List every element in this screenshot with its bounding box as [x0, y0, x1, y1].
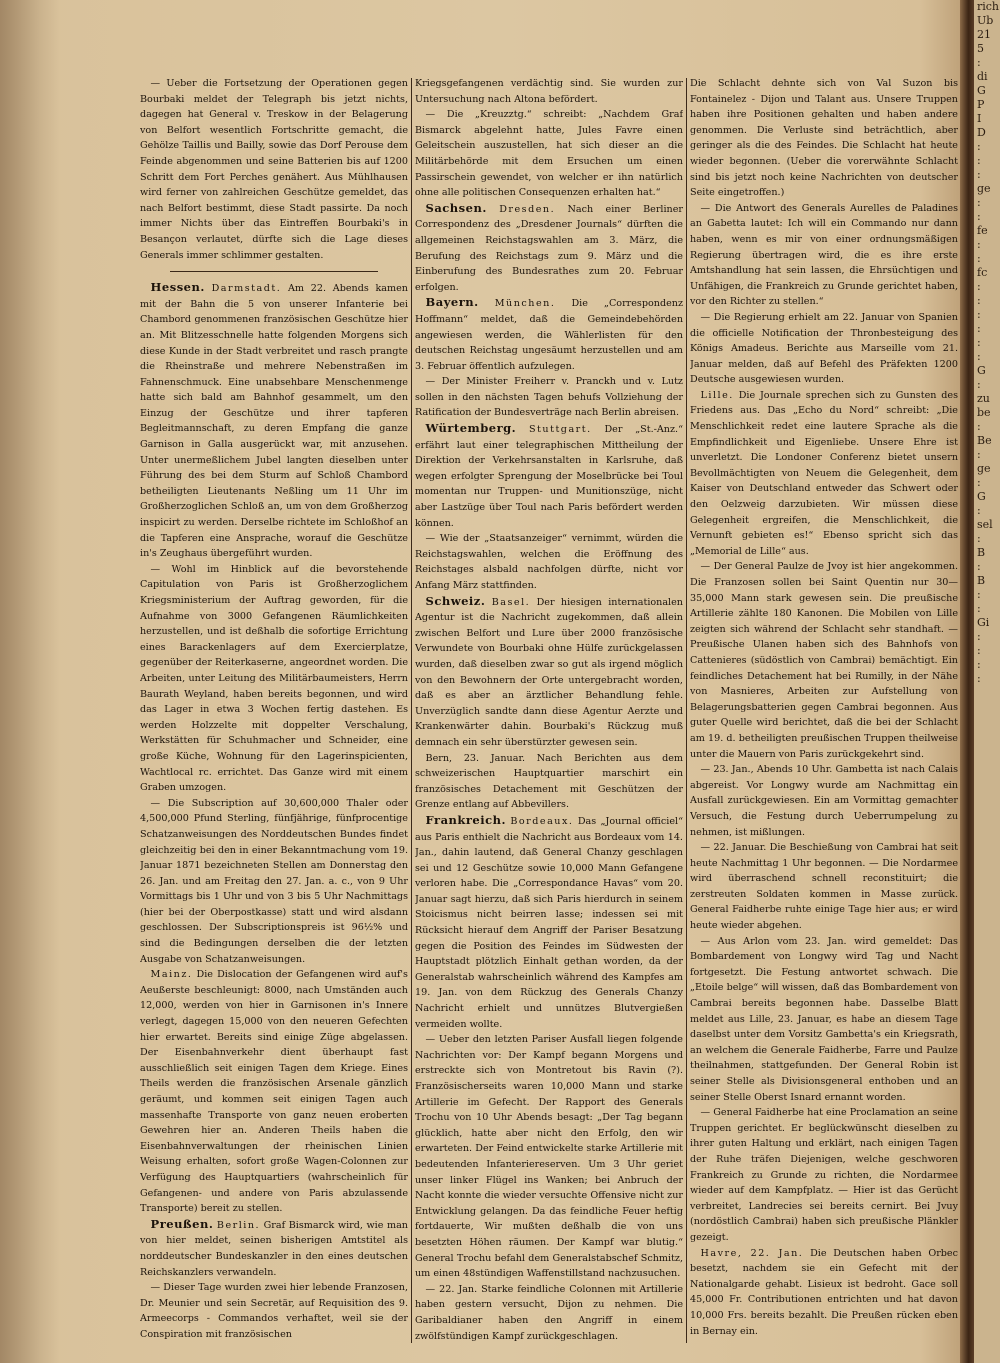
margin-fragment: D [977, 126, 986, 139]
margin-fragment: Ub [977, 14, 994, 27]
margin-fragment: : [977, 308, 981, 321]
column-1 [140, 76, 408, 1341]
margin-fragment: : [977, 210, 981, 223]
article-text: Die Dislocation der Gefangenen wird auf's Aeußerste beschleunigt: 8000, nach Umständen auch 12,000, werden von hier in Garnisonen in's Innere verlegt, dagegen 15,000 von den neueren Gefechten hier erwartet. Bereits sind einige Züge abgelassen. Der Eisenbahnverkehr dient überhaupt fast ausschließlich seit einigen Tagen dem Kriege. Eines Theils werden die französischen Arsenale gänzlich geräumt, und kommen seit einigen Tagen auch massenhafte Transporte von ganz neuen eroberten Gewehren hier an. Anderen Theils haben die Eisenbahnverwaltungen der rheinischen Linien Weisung erhalten, sofort große Wagen-Colonnen zur Verfügung des Hauptquartiers (wahrscheinlich für Gefangenen- und andere von Paris abzulassende Transporte) bereit zu stellen. [140, 969, 408, 1215]
margin-fragment: B [977, 574, 986, 587]
margin-fragment: G [977, 84, 986, 97]
margin-fragment: : [977, 504, 981, 517]
paragraph: — Der General Paulze de Jvoy ist hier angekommen. Die Franzosen sollen bei Saint Quentin nur 30—35,000 Mann stark gewesen sein. Die preußische Artillerie zählte 180 Kanonen. Die Mobilen von Lille zeigten sich während der Schlacht sehr standhaft. — Preußische Ulanen haben sich des Bahnhofs von Cattenieres (südöstlich von Cambrai) bemächtigt. Ein feindliches Detachement hat bei Rumilly, in der Nähe von Masnieres, Arbeiten zur Aufstellung von Belagerungsbatterien gegen Cambrai begonnen. Aus guter Quelle wird berichtet, daß die bei der Schlacht am 19. d. betheiligten preußischen Truppen theilweise unter die Mauern von Paris zurückgekehrt sind. [690, 561, 958, 760]
margin-fragment: G [977, 364, 986, 377]
margin-fragment: be [977, 406, 991, 419]
margin-fragment: zu [977, 392, 990, 405]
margin-fragment: : [977, 252, 981, 265]
paragraph: Bern, 23. Januar. Nach Berichten aus dem schweizerischen Hauptquartier marschirt ein französisches Detachement mit Geschützen der Grenze entlang auf Abbevillers. [415, 752, 683, 811]
article-mainz [140, 967, 408, 1217]
article-text: Am 22. Abends kamen mit der Bahn die 5 von unserer Infanterie bei Chambord genommenen französischen Geschütze hier an. Mit Blitzesschnelle hatte folgenden Morgens sich diese Kunde in der Stadt verbreitet und rasch prangte die Rheinstraße und mehrere Nebenstraßen im Fahnenschmuck. Eine unabsehbare Menschenmenge hatte sich bald am Bahnhof gesammelt, um den Einzug der Geschütze und ihrer tapferen Begleitmannschaft, zu deren Empfang die ganze Garnison in Galla ausgerückt war, mit anzusehen. Unter unermeßlichem Jubel langten dieselben unter Führung des bei dem Sturm auf Schloß Chambord betheiligten Lieutenants Neßling um 11 Uhr im Großherzoglichen Schloß an, um von dem Großherzog inspicirt zu werden. Derselbe richtete im Schloßhof an die Tapferen eine Ansprache, worauf die Geschütze in's Zeughaus übergeführt wurden. [140, 283, 408, 560]
section-heading: Würtemberg. [425, 421, 517, 436]
margin-fragment: : [977, 336, 981, 349]
paragraph: — General Faidherbe hat eine Proclamation an seine Truppen gerichtet. Er beglückwünscht dieselben zu ihrer guten Haltung und erklärt, nach einigen Tagen der Ruhe träfen Diejenigen, welche geschworen Frankreich zu Grunde zu richten, die Nordarmee wieder auf dem Kampfplatz. — Hier ist das Gerücht verbreitet, Landrecies sei bereits cernirt. Bei Jvuy (nordöstlich Cambrai) haben sich preußische Plänkler gezeigt. [690, 1107, 958, 1243]
margin-fragment: : [977, 350, 981, 363]
article-hessen [140, 280, 408, 562]
margin-fragment: : [977, 448, 981, 461]
section-heading: Hessen. [150, 280, 205, 295]
paragraph: — Wohl im Hinblick auf die bevorstehende Capitulation von Paris ist Großherzoglichem Kriegsministerium der Auftrag geworden, für die Aufnahme von 3000 Gefangenen Räumlichkeiten herzustellen, und ist deßhalb die sofortige Errichtung eines Barackenlagers auf dem Exercierplatze, gegenüber der Reiterkaserne, angeordnet worden. Die Arbeiten, unter Leitung des Militärbaumeisters, Herrn Baurath Weyland, haben bereits begonnen, und wird das Lager in etwa 3 Wochen fertig dastehen. Es werden Holzzelte mit doppelter Verschalung, Werkstätten für Schuhmacher und Schneider, eine große Küche, Wohnung für den Lagerinspicienten, Wachtlocal rc. errichtet. Das Ganze wird mit einem Graben umzogen. [140, 563, 408, 794]
margin-fragment: Gi [977, 616, 990, 629]
margin-fragment: ge [977, 462, 991, 475]
article-text: Der „St.-Anz.“ erfährt laut einer telegraphischen Mittheilung der Direktion der Verkehrsanstalten in Karlsruhe, daß wegen erfolgter Sprengung der Moselbrücke bei Toul momentan nur Truppen- und Munitionszüge, nicht aber Lastzüge über Toul nach Paris befördert werden können. [415, 424, 683, 529]
margin-fragment: : [977, 532, 981, 545]
article-text: Der hiesigen internationalen Agentur ist die Nachricht zugekommen, daß allein zwischen Belfort und Lure über 2000 französische Verwundete von Bourbaki ohne Hülfe zurückgelassen wurden, daß dieselben zwar so gut als irgend möglich von den Bewohnern der Orte untergebracht worden, daß es aber an ärztlicher Behandlung fehle. Unverzüglich sandte dann diese Agentur Aerzte und Krankenwärter dahin. Bourbaki's Rückzug muß demnach ein sehr überstürzter gewesen sein. [415, 596, 683, 748]
article-text: Nach einer Berliner Correspondenz des „Dresdener Journals“ dürften die allgemeinen Reichstagswahlen am 3. März, die Berufung des Reichstags zum 9. März und die Einberufung des Bundesrathes zum 20. Februar erfolgen. [415, 203, 683, 293]
paragraph: Kriegsgefangenen verdächtig sind. Sie wurden zur Untersuchung nach Altona befördert. [415, 78, 683, 105]
margin-fragment: B [977, 546, 986, 559]
article-havre [690, 1246, 958, 1340]
article-lille [690, 388, 958, 560]
paragraph: — Die Regierung erhielt am 22. Januar von Spanien die officielle Notification der Thronbesteigung des Königs Amadeus. Berichte aus Marseille vom 21. Januar melden, daß auf Befehl des Präfekten 1200 Deutsche ausgewiesen wurden. [690, 311, 958, 386]
margin-fragment: : [977, 140, 981, 153]
paragraph: — Der Minister Freiherr v. Pranckh und v. Lutz sollen in den nächsten Tagen behufs Vollziehung der Ratification der Bundesverträge nach Berlin abreisen. [415, 376, 683, 419]
margin-fragment: : [977, 630, 981, 643]
margin-fragment: rich [977, 0, 1000, 13]
article-wuerttemberg [415, 421, 683, 531]
dateline: Lille. [700, 389, 734, 401]
dateline: Berlin. [216, 1219, 261, 1231]
paragraph: — 22. Jan. Starke feindliche Colonnen mit Artillerie haben gestern versucht, Dijon zu nehmen. Die Garibaldianer haben den Angriff in einem zwölfstündigen Kampf zurückgeschlagen. [415, 1283, 683, 1341]
column-rule [411, 78, 412, 1343]
margin-fragment: : [977, 420, 981, 433]
margin-fragment: : [977, 476, 981, 489]
dateline: Havre, 22. Jan. [700, 1247, 804, 1259]
section-heading: Sachsen. [425, 200, 487, 215]
paragraph: — Die Subscription auf 30,600,000 Thaler oder 4,500,000 Pfund Sterling, fünfjährige, fünfprocentige Schatzanweisungen des Norddeutschen Bundes findet gleichzeitig bei den in einer Bekanntmachung vom 19. Januar 1871 bezeichneten Stellen am Donnerstag den 26. Jan. und am Freitag den 27. Jan. a. c., von 9 Uhr Vormittags bis 1 Uhr und von 3 bis 5 Uhr Nachmittags (hier bei der Oberpostkasse) statt und wird alsdann geschlossen. Der Subscriptionspreis ist 96½% und sind die Bedingungen derselben die der letzten Ausgabe von Schatzanweisungen. [140, 797, 408, 965]
margin-fragment: I [977, 112, 982, 125]
article-frankreich [415, 813, 683, 1032]
section-heading: Bayern. [425, 295, 479, 310]
margin-fragment: sel [977, 518, 993, 531]
dateline: Bordeaux. [510, 815, 574, 827]
margin-fragment: : [977, 56, 981, 69]
paragraph: — Aus Arlon vom 23. Jan. wird gemeldet: Das Bombardement von Longwy wird Tag und Nacht fortgesetzt. Die Festung antwortet schwach. Die „Etoile belge“ will wissen, daß das Bombardement von Cambrai bereits begonnen habe. Dasselbe Blatt meldet aus Lille, 23. Januar, es habe an diesem Tage daselbst unter dem Vorsitz Gambetta's ein Kriegsrath, an welchem die Generale Faidherbe, Farre und Paulze theilnahmen, stattgefunden. Der General Robin ist seiner Stelle als Divisionsgeneral enthoben und an seiner Stelle Oberst Isnard ernannt worden. [690, 935, 958, 1103]
article-text: Die Deutschen haben Orbec besetzt, nachdem sie ein Gefecht mit der Nationalgarde gehabt. Lisieux ist bedroht. Gace soll 45,000 Fr. Contributionen entrichten und hat davon 10,000 Frs. bereits bezahlt. Die Preußen rücken eben in Bernay ein. [690, 1247, 958, 1337]
margin-fragment: ge [977, 182, 991, 195]
paragraph: — Dieser Tage wurden zwei hier lebende Franzosen, Dr. Meunier und sein Secretär, auf Requisition des 9. Armeecorps - Commandos verhaftet, weil sie der Conspiration mit französischen [140, 1282, 408, 1340]
article-bayern [415, 295, 683, 374]
article-text: Das „Journal officiel“ aus Paris enthielt die Nachricht aus Bordeaux vom 14. Jan., dahin lautend, daß General Chanzy geschlagen sei und 12 Geschütze sowie 10,000 Mann Gefangene verloren habe. Die „Correspondance Havas“ vom 20. Januar sagt hierzu, daß sich Paris hierdurch in seinem Stoicismus nicht beirren lasse; indessen sei mit Rücksicht hierauf dem Angriff der Pariser Besatzung gegen die Position des Feindes im Südwesten der Hauptstadt plötzlich Einhalt gethan worden, da der Generalstab wahrscheinlich während des Kampfes am 19. Jan. von dem Rückzug des Generals Chanzy Nachricht erhielt und unnützes Blutvergießen vermeiden wollte. [415, 815, 683, 1030]
margin-fragment: : [977, 560, 981, 573]
margin-fragment: P [977, 98, 985, 111]
article-text: Die „Correspondenz Hoffmann“ meldet, daß die Gemeindebehörden angewiesen werden, die Wählerlisten für den deutschen Reichstag ungesäumt herzustellen und am 3. Februar öffentlich aufzulegen. [415, 298, 683, 372]
margin-fragment: Be [977, 434, 992, 447]
margin-fragment: : [977, 588, 981, 601]
margin-fragment: G [977, 490, 986, 503]
paragraph: — Wie der „Staatsanzeiger“ vernimmt, würden die Reichstagswahlen, welchen die Eröffnung des Reichstages alsbald nachfolgen dürfte, nicht vor Anfang März stattfinden. [415, 533, 683, 591]
paragraph: — 22. Januar. Die Beschießung von Cambrai hat seit heute Nachmittag 1 Uhr begonnen. — Die Nordarmee wird überraschend schnell reconstituirt; die zerstreuten Soldaten kommen in Masse zurück. General Faidherbe ruhte einige Tage hier aus; er wird heute wieder abgehen. [690, 842, 958, 932]
dateline: München. [494, 298, 556, 310]
section-divider [170, 271, 378, 272]
margin-fragment: : [977, 154, 981, 167]
section-heading: Preußen. [150, 1216, 214, 1231]
margin-fragment: fc [977, 266, 988, 279]
dateline: Darmstadt. [211, 283, 282, 295]
adjacent-page-edge [974, 0, 1000, 1363]
dateline: Mainz. [150, 969, 193, 981]
column-2 [415, 76, 683, 1341]
margin-fragment: di [977, 70, 988, 83]
section-heading: Frankreich. [425, 812, 506, 827]
margin-fragment: 5 [977, 42, 984, 55]
paragraph: — 23. Jan., Abends 10 Uhr. Gambetta ist nach Calais abgereist. Vor Longwy wurde am Nachmittag ein Ausfall zurückgewiesen. Ein am Vormittag gemachter Versuch, die Festung durch Ueberrumpelung zu nehmen, ist mißlungen. [690, 764, 958, 838]
book-gutter [960, 0, 974, 1363]
margin-fragment: : [977, 644, 981, 657]
margin-fragment: fe [977, 224, 988, 237]
margin-fragment: : [977, 196, 981, 209]
column-3 [690, 76, 958, 1341]
article-text: Graf Bismarck wird, wie man von hier meldet, seinen bisherigen Amtstitel als norddeutscher Bundeskanzler in den eines deutschen Reichskanzlers verwandeln. [140, 1219, 408, 1278]
paragraph: — Die „Kreuzztg.“ schreibt: „Nachdem Graf Bismarck abgelehnt hatte, Jules Favre einen Geleitschein auszustellen, hat sich dieser an die Militärbehörde mit dem Ersuchen um einen Passirschein gewendet, von welcher er ihn natürlich ohne alle politischen Consequenzen erhalten hat.“ [415, 109, 683, 199]
column-rule [686, 78, 687, 1343]
section-heading: Schweiz. [425, 593, 486, 608]
paragraph: — Ueber den letzten Pariser Ausfall liegen folgende Nachrichten vor: Der Kampf begann Morgens und erstreckte sich von Montretout bis Ravin (?). Französischerseits waren 10,000 Mann und starke Artillerie im Gefecht. Der Rapport des Generals Trochu von 10 Uhr Abends besagt: „Der Tag begann glücklich, hatte aber nicht den Erfolg, den wir erwarteten. Der Feind entwickelte starke Artillerie mit bedeutenden Infanteriereserven. Um 3 Uhr geriet unser linker Flügel ins Wanken; bei Anbruch der Nacht konnte die wieder versuchte Offensive nicht zur Entwicklung gelangen. Da das feindliche Feuer heftig fortdauerte, Wir mußten deßhalb die von uns besetzten Höhen räumen. Der Kampf war blutig.“ General Trochu befahl dem Generalstabschef Schmitz, um einen 48stündigen Waffenstillstand nachzusuchen. [415, 1034, 683, 1280]
margin-fragment: : [977, 378, 981, 391]
margin-fragment: : [977, 238, 981, 251]
margin-fragment: : [977, 294, 981, 307]
margin-fragment: : [977, 280, 981, 293]
article-schweiz [415, 594, 683, 751]
paragraph: — Ueber die Fortsetzung der Operationen gegen Bourbaki meldet der Telegraph bis jetzt nichts, dagegen hat General v. Treskow in der Belagerung von Belfort wesentlich Fortschritte gemacht, die Gehölze Taillis und Bailly, sowie das Dorf Perouse dem Feinde abgenommen und seine Batterien bis auf 1200 Schritt dem Fort Perches genähert. Aus Mühlhausen wird ferner von zahlreichen Geschütze gemeldet, das nach Belfort bestimmt, diese Stadt passirte. Da noch immer Nichts über das Eintreffen Bourbaki's in Besançon verlautet, dürfte sich die Lage dieses Generals immer schlimmer gestalten. [140, 78, 408, 261]
article-text: Die Journale sprechen sich zu Gunsten des Friedens aus. Das „Echo du Nord“ schreibt: „Die Menschlichkeit redet eine lautere Sprache als die Empfindlichkeit und Eigenliebe. Unsere Ehre ist unverletzt. Die Londoner Conferenz bietet unsern Bevollmächtigten von Neuem die Gelegenheit, dem Kaiser von Deutschland entweder das Schwert oder den Oelzweig darzubieten. Wir müssen diese Gelegenheit ergreifen, die Menschlichkeit, die Vernunft gebieten es!“ Ebenso spricht sich das „Memorial de Lille“ aus. [690, 389, 958, 557]
dateline: Stuttgart. [528, 424, 592, 436]
dateline: Dresden. [499, 203, 556, 215]
article-sachsen [415, 201, 683, 296]
paragraph: Die Schlacht dehnte sich von Val Suzon bis Fontainelez - Dijon und Talant aus. Unsere Truppen haben ihre Positionen gehalten und haben andere genommen. Die Verluste sind beträchtlich, aber geringer als die des Feindes. Die Schlacht hat heute wieder begonnen. (Ueber die vorerwähnte Schlacht sind bis jetzt noch keine Nachrichten von deutscher Seite eingetroffen.) [690, 78, 958, 199]
margin-fragment: : [977, 658, 981, 671]
dateline: Basel. [491, 596, 531, 608]
margin-fragment: : [977, 672, 981, 685]
margin-fragment: : [977, 168, 981, 181]
paragraph: — Die Antwort des Generals Aurelles de Paladines an Gabetta lautet: Ich will ein Commando nur dann haben, wenn es mir von einer ordnungsmäßigen Regierung übertragen wird, die es ihre erste Amtshandlung hat sein lassen, die Ehrsüchtigen und Unfähigen, die Frankreich zu Grunde gerichtet haben, vor den Richter zu stellen.“ [690, 202, 958, 308]
margin-fragment: : [977, 602, 981, 615]
margin-fragment: : [977, 322, 981, 335]
margin-fragment: 21 [977, 28, 991, 41]
article-preussen [140, 1217, 408, 1280]
